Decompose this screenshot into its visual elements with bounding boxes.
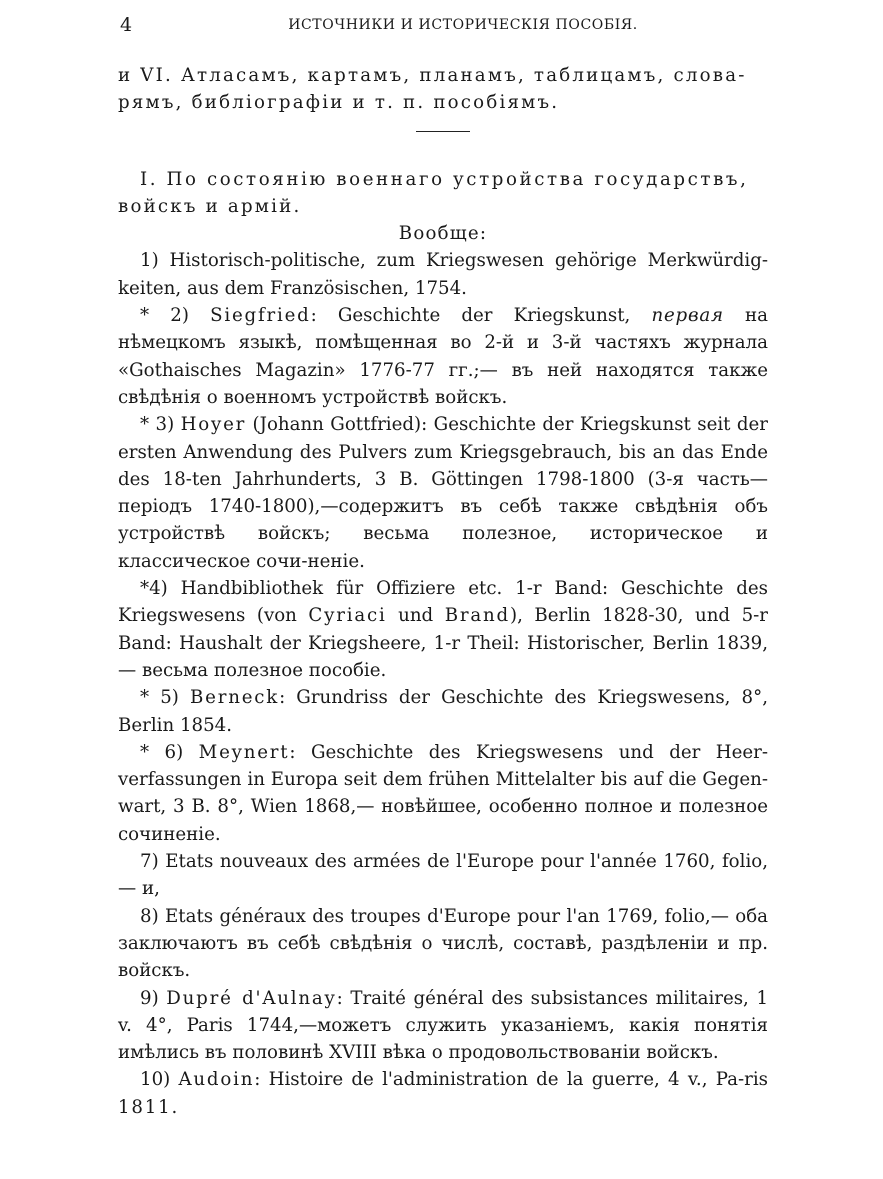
entry-4-text-b: und — [386, 605, 445, 627]
entry-6-text: : Geschichte des Kriegswesens und der Heer-verfassungen in Europa seit dem frühen Mittelalter bis auf die Gegen-wart, 3 B. 8°, Wien 1868,— новѣйшее, особенно полное и полезное сочиненіе. — [118, 741, 769, 845]
page-header — [118, 14, 768, 44]
entry-5 — [118, 684, 768, 739]
entry-6 — [118, 739, 768, 848]
entry-1 — [118, 247, 768, 302]
entry-1-text: 1) Historisch-politische, zum Kriegswesen gehörige Merkwürdig-keiten, aus dem Französischen, 1754. — [118, 250, 768, 299]
entry-5-marker: * 5) — [140, 687, 190, 709]
page-number: 4 — [120, 14, 133, 36]
entry-9-marker: 9) — [140, 987, 167, 1009]
entry-10-text-a: : Histoire de l'administration de la guerre, 4 v., Pa-ris — [254, 1069, 768, 1091]
entry-4-text-c: ), Berlin 1828-30, und 5-r Band: Haushalt der Kriegsheere, 1-r Theil: Historischer, Berlin 1839,— весьма полезное пособіе. — [118, 605, 768, 681]
entry-2-text-a: : Geschichte der Kriegskunst, — [310, 305, 652, 327]
entry-5-text: : Grundriss der Geschichte des Kriegswesens, 8°, Berlin 1854. — [118, 687, 768, 736]
entry-4-author-1: Cyriaci — [308, 605, 387, 627]
entry-8 — [118, 903, 768, 985]
section-heading-b: войскъ и армій. — [118, 195, 302, 217]
entry-6-author: Meynert — [198, 741, 290, 763]
entry-9 — [118, 985, 768, 1067]
page-body — [118, 62, 768, 1121]
entry-8-text: 8) Etats généraux des troupes d'Europe pour l'an 1769, folio,— оба заключаютъ въ себѣ свѣдѣнія о числѣ, составѣ, раздѣленіи и пр. войскъ. — [118, 905, 768, 982]
entry-4-text-a: *4) Handbibliothek für Offiziere etc. 1-r Band: Geschichte des Kriegswesens (von — [118, 578, 768, 627]
entry-7 — [118, 848, 768, 903]
entry-2-text-b: на нѣмецкомъ языкѣ, помѣщенная во 2-й и 3-й частяхъ журнала «Gothaisches Magazin» 1776-77 гг.;— въ ней находятся также свѣдѣнія о военномъ устройствѣ войскъ. — [118, 305, 768, 408]
entry-9-author: Dupré d'Aulnay — [166, 987, 337, 1009]
entry-4 — [118, 575, 768, 684]
section-heading-a: I. По состоянію военнаго устройства государствъ, — [140, 168, 749, 190]
entry-2 — [118, 302, 768, 411]
running-head: ИСТОЧНИКИ И ИСТОРИЧЕСКІЯ ПОСОБІЯ. — [288, 17, 638, 33]
entry-2-author: Siegfried — [210, 305, 311, 327]
entry-2-marker: * 2) — [140, 305, 211, 327]
entry-10-author: Audoin — [178, 1069, 255, 1091]
entry-3-marker: * 3) — [140, 414, 181, 436]
entry-5-author: Berneck — [189, 687, 280, 709]
intro-line-1: и VI. Атласамъ, картамъ, планамъ, таблицамъ, слова- — [118, 65, 747, 86]
entry-10-marker: 10) — [140, 1069, 179, 1091]
entry-10 — [118, 1066, 768, 1121]
entry-7-text: 7) Etats nouveaux des armées de l'Europe pour l'année 1760, folio,— и, — [118, 851, 768, 900]
intro-line-2: рямъ, библіографіи и т. п. пособіямъ. — [118, 92, 560, 114]
entry-3 — [118, 411, 768, 575]
entry-3-author: Hoyer — [180, 414, 247, 436]
entry-6-marker: * 6) — [140, 741, 199, 763]
entry-9-text: : Traité général des subsistances militaires, 1 v. 4°, Paris 1744,—можетъ служить указаніемъ, какія понятія имѣлись въ половинѣ XVIII вѣка о продовольствованіи войскъ. — [118, 987, 769, 1064]
entry-3-text: (Johann Gottfried): Geschichte der Kriegskunst seit der ersten Anwendung des Pulvers zum Kriegsgebrauch, bis an das Ende des 18-ten Jahrhunderts, 3 B. Göttingen 1798-1800 (3-я часть— періодъ 1740-1800),—содержитъ въ себѣ также свѣдѣнія объ устройствѣ войскъ; весьма полезное, историческое и классическое сочи-неніе. — [118, 414, 768, 572]
entry-10-year: 1811. — [118, 1096, 180, 1118]
entry-4-author-2: Brand — [444, 605, 510, 627]
section-divider — [416, 131, 470, 132]
section-subheading: Вообще: — [398, 223, 488, 245]
entry-2-emphasis: первая — [651, 305, 724, 327]
